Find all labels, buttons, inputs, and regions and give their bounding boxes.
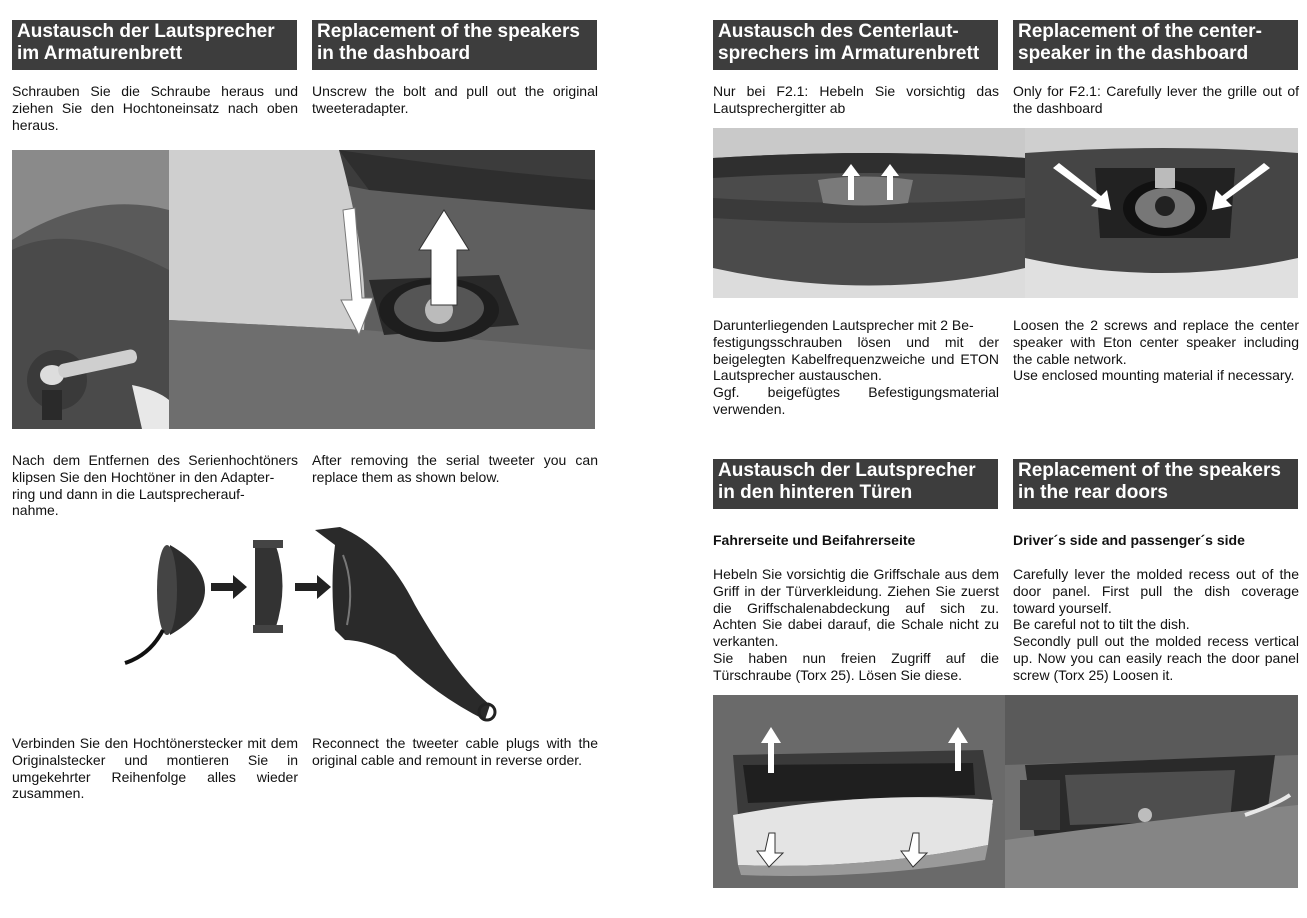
photo-center-grille	[713, 128, 1025, 298]
photo-pull-tweeter-adapter	[169, 150, 595, 429]
photo-center-speaker	[1025, 128, 1298, 298]
rear-step1-text-en: Carefully lever the molded recess out of the door panel. First pull the dish coverage toward yourself. Be careful not to tilt the dish. Secondly pull out the molded recess vertical up. Now you can easily reach the door panel screw (Torx 25) Loosen it.	[1013, 566, 1299, 683]
header-dashboard-de: Austausch der Lautsprecher im Armaturenbrett	[12, 20, 297, 70]
header-rear-doors-de: Austausch der Lautsprecher in den hinteren Türen	[713, 459, 998, 509]
step2-text-de: Nach dem Entfernen des Serienhochtöners klipsen Sie den Hochtöner in den Adapter- ring und dann in die Lautsprecherauf- nahme.	[12, 452, 298, 519]
step2-text-en: After removing the serial tweeter you can replace them as shown below.	[312, 452, 598, 485]
step1-text-en: Unscrew the bolt and pull out the original tweeteradapter.	[312, 83, 598, 116]
center-step1-text-de: Nur bei F2.1: Hebeln Sie vorsichtig das Lautsprechergitter ab	[713, 83, 999, 116]
photo-door-panel-screw	[1005, 695, 1298, 888]
center-step2-text-en: Loosen the 2 screws and replace the center speaker with Eton center speaker including the cable network. Use enclosed mounting material if necessary.	[1013, 317, 1299, 384]
header-center-de: Austausch des Centerlaut- sprechers im Armaturenbrett	[713, 20, 998, 70]
subheading-sides-de: Fahrerseite und Beifahrerseite	[713, 532, 916, 548]
diagram-tweeter-assembly	[115, 525, 500, 725]
step3-text-de: Verbinden Sie den Hochtönerstecker mit dem Originalstecker und montieren Sie in umgekehrter Reihenfolge alles wieder zusammen.	[12, 735, 298, 802]
step3-text-en: Reconnect the tweeter cable plugs with the original cable and remount in reverse order.	[312, 735, 598, 768]
center-step1-text-en: Only for F2.1: Carefully lever the grille out of the dashboard	[1013, 83, 1299, 116]
center-step2-text-de: Darunterliegenden Lautsprecher mit 2 Be- festigungsschrauben lösen und mit der beigelegten Kabelfrequenzweiche und ETON Lautsprecher austauschen. Ggf. beigefügtes Befestigungsmaterial verwenden.	[713, 317, 999, 417]
step1-text-de: Schrauben Sie die Schraube heraus und ziehen Sie den Hochtoneinsatz nach oben heraus.	[12, 83, 298, 133]
header-dashboard-en: Replacement of the speakers in the dashboard	[312, 20, 597, 70]
photo-unscrew-bolt	[12, 150, 169, 429]
header-center-en: Replacement of the center- speaker in the dashboard	[1013, 20, 1298, 70]
header-rear-doors-en: Replacement of the speakers in the rear doors	[1013, 459, 1298, 509]
subheading-sides-en: Driver´s side and passenger´s side	[1013, 532, 1245, 548]
rear-step1-text-de: Hebeln Sie vorsichtig die Griffschale aus dem Griff in der Türverkleidung. Ziehen Sie zuerst die Griffschalenabdeckung auf sich zu. Achten Sie dabei darauf, die Schale nicht zu verkanten. Sie haben nun freien Zugriff auf die Türschraube (Torx 25). Lösen Sie diese.	[713, 566, 999, 683]
photo-door-handle-dish	[713, 695, 1005, 888]
